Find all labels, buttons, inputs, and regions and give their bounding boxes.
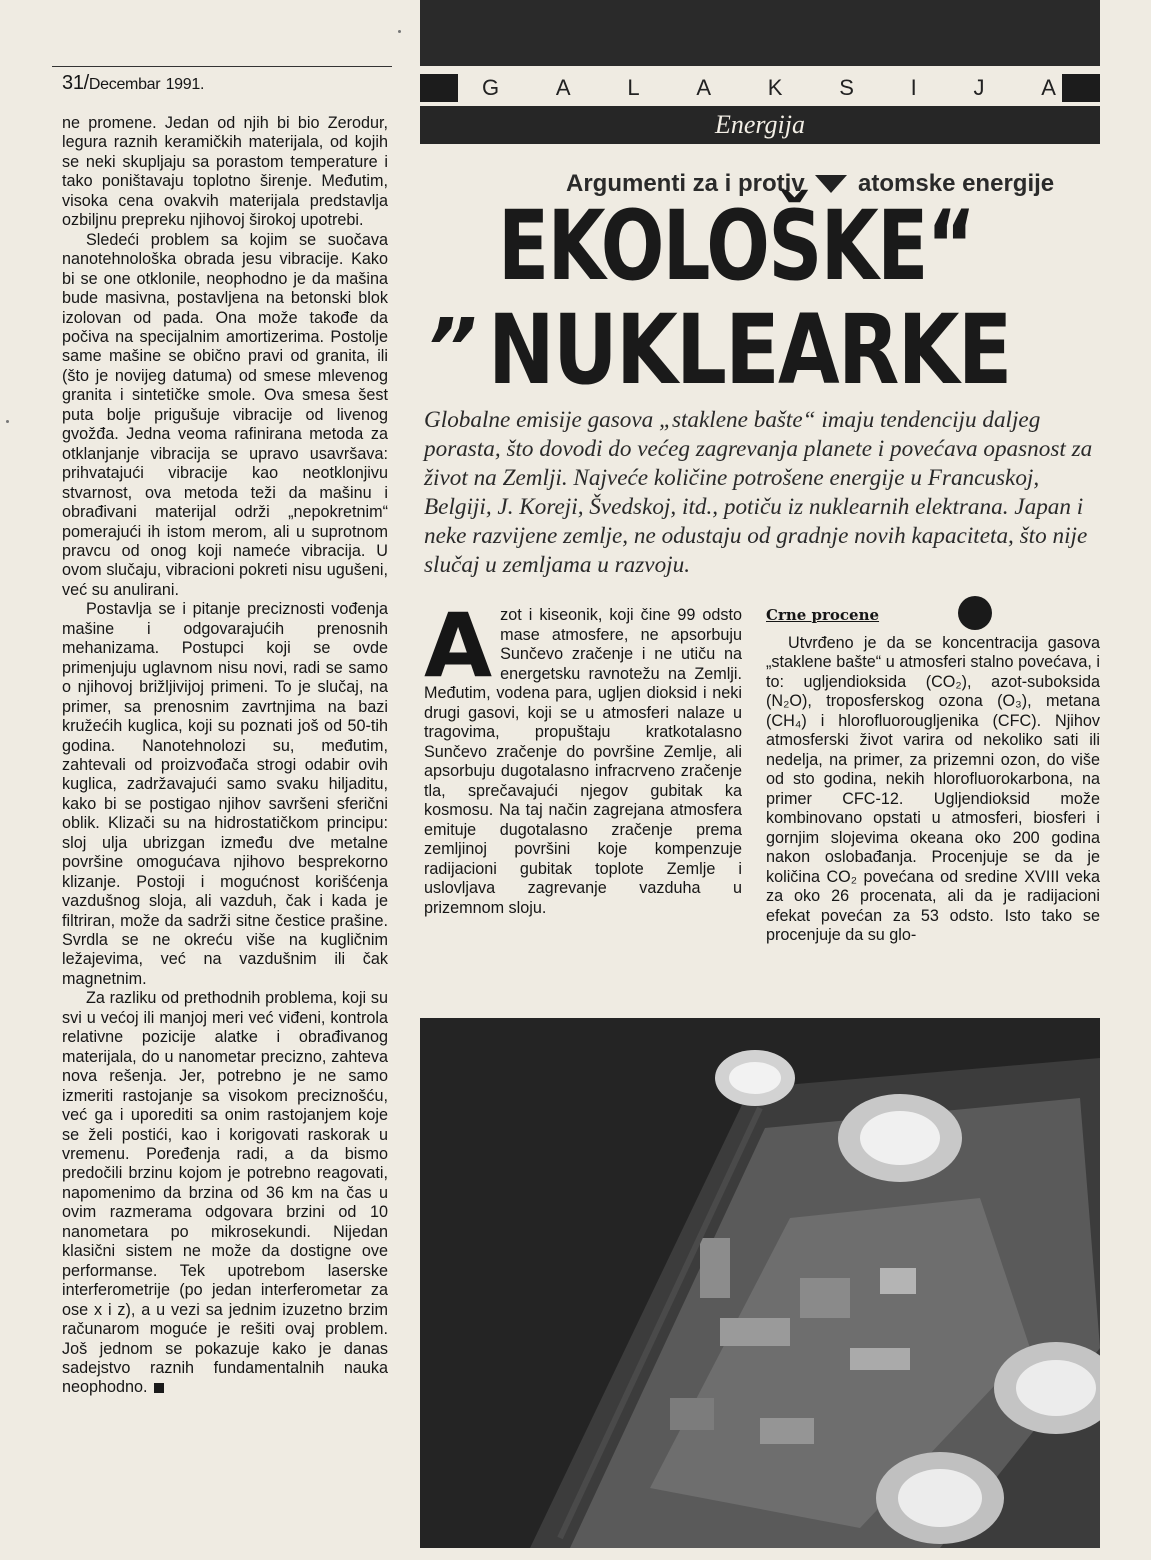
date-year: 1991. — [165, 76, 205, 93]
page-date — [62, 72, 204, 95]
magazine-name — [458, 75, 1062, 101]
end-of-article-mark — [154, 1383, 164, 1393]
kicker-left: Argumenti za i protiv — [566, 170, 805, 197]
nameplate-letter: K — [767, 75, 785, 100]
headline-open-quote: „ — [434, 258, 486, 351]
drop-cap: A — [424, 594, 493, 697]
margin-speck — [398, 30, 401, 33]
body-paragraph — [62, 989, 388, 1398]
magazine-nameplate — [420, 74, 1100, 102]
page-number: 31/ — [62, 72, 89, 94]
body-paragraph: Postavlja se i pitanje preciznosti vođenja mašine i odgovarajućih prenosnih mehanizama. Postupci koji se ovde primenjuju uglavnom nisu novi, radi se samo o njihovoj brižljivijoj primeni. To je slučaj, na primer, sa prenosnim zavrtnjima na bazi kružećih kuglica, koji su poznati još od 50-tih godina. Nanotehnolozi su, međutim, zahtevali od proizvođača strogi odabir ovih kuglica, zadržavajući samo svaku hiljaditu, kako bi se postigao njihov savršeni sferični oblik. Klizači su na hidrostatičkom principu: sloj ulja ubrizgan između dve metalne površine omogućava njihovo besprekorno klizanje. Postoji i mogućnost korišćenja vazdušnog sloja, ali vazduh, čak i kada je filtriran, može da sadrži sitne čestice prašine. Svrdla se ne okreću više na kugličnim ležajevima, već na vazdušnim ili čak magnetnim. — [62, 600, 388, 988]
article-lead: Globalne emisije gasova „staklene bašte“ imaju tendenciju daljeg porasta, što dovodi do većeg zagrevanja planete i povećava opasnost za život na Zemlji. Najveće količine potrošene energije u Francuskoj, Belgiji, J. Koreji, Švedskoj, itd., potiču iz nuklearnih elektrana. Japan i neke razvijene zemlje, ne odustaju od gradnje novih kapaciteta, što nije slučaj u zemljama u razvoju. — [424, 407, 1093, 578]
nameplate-block-left — [420, 74, 458, 102]
top-dark-banner — [420, 0, 1100, 66]
left-column — [62, 114, 388, 1398]
margin-speck — [6, 420, 9, 423]
nameplate-letter: A — [696, 75, 713, 100]
body-paragraph-text: Za razliku od prethodnih problema, koji su svi u većoj ili manjoj meri već viđeni, kontrola relativne pozicije alatke i obrađivanog materijala, do u nanometar precizno, zahteva nova rešenja. Jer, potrebno je ne samo izmeriti rastojanje sa visokom preciznošću, već ga i uporediti sa onim rastojanjem koje se želi postići, kao i korigovati raskorak u vremenu. Poređenja radi, a da bismo predočili brzinu kojom je potrebno reagovati, napomenimo da brzina od 36 km na čas u ovim razmerama odgovara brzini od 10 nanometara po mikrosekundi. Nijedan klasični sistem ne može da dostigne ove performanse. Tek upotrebom laserske interferometrije (po jedan interferometar za ose x i z), a u vezi sa jednim izuzetno brzim računarom moguće je rešiti ovaj problem. Još jednom se pokazuje kako je danas sadejstvo raznih fundamentalnih nauka neophodno. — [62, 989, 388, 1397]
nameplate-letter: S — [839, 75, 856, 100]
nameplate-letter: J — [973, 75, 987, 100]
body-paragraph: Sledeći problem sa kojim se suočava nanotehnološka obrada jesu vibracije. Kako bi se one otklonile, neophodno je da mašina bude masivna, postavljena na betonski blok izolovan od pada. Ona može takođe da počiva na specijalnim amortizerima. Postolje same mašine se obično pravi od granita, ili (što je novijeg datuma) od smese mlevenog granita i sintetičke smole. Ova smesa šest puta bolje prigušuje vibracije od livenog gvožđa. Jedna veoma rafinirana metoda za otklanjanje vibracija se upravo usavršava: prihvatajući vibracije kao neotklonjivu stvarnost, ova metoda teži da mašinu i obrađivani materijal održi „nepokretnim“ pomerajući ih istom merom, ali u suprotnom pravcu od onog koji nameće vibracija. U ovom slučaju, vibracioni pokreti nisu ugušeni, već su anulirani. — [62, 230, 388, 599]
article-body-column — [424, 594, 742, 918]
headline-line-2: NUKLEARKE — [488, 294, 1011, 406]
nuclear-plant-photo — [420, 1018, 1100, 1548]
nameplate-letter: G — [482, 75, 502, 100]
article-right-column — [766, 606, 1100, 946]
headline-line-1: EKOLOŠKE“ — [498, 190, 975, 302]
date-month: Decembar — [88, 76, 161, 93]
article-body-text: zot i kiseonik, koji čine 99 odsto mase atmosfere, ne apsorbuju Sunčevo zračenje i ne utiču na energetsku ravnotežu na Zemlji. Međutim, vodena para, ugljen dioksid i neki drugi gasovi, koji se u atmosferi nalaze u tragovima, propuštaju kratkotalasno Sunčevo zračenje do površine Zemlje, ali apsorbuju dugotalasno infracrveno zračenje tla, sprečavajući njegov gubitak ka kosmosu. Na taj način zagrejana atmosfera emituje dugotalasno zračenje prema zemljinoj površini koje kompenzuje radijacioni gubitak toplote Zemlje i uslovljava zagrevanje vazduha u prizemnom sloju. — [424, 606, 742, 917]
nameplate-letter: I — [910, 75, 919, 100]
section-banner: Energija — [420, 106, 1100, 144]
article-headline — [428, 190, 1058, 408]
nameplate-letter: A — [1041, 75, 1058, 100]
nameplate-letter: L — [627, 75, 642, 100]
nameplate-block-right — [1062, 74, 1100, 102]
header-rule — [52, 66, 392, 67]
nameplate-letter: A — [555, 75, 573, 100]
subheading: Crne procene — [766, 606, 880, 624]
kicker-right: atomske energije — [858, 170, 1055, 197]
article-right-paragraph: Utvrđeno je da se koncentracija gasova „staklene bašte“ u atmosferi stalno povećava, i to: ugljendioksida (CO₂), azot-suboksida (N₂O), troposferskog ozona (O₃), metana (CH₄) i hlorofluorougljenika (CFC). Njihov atmosferski život varira od nekoliko sati ili nedelja, na primer, za prizemni ozon, do više od sto godina, nekih hlorofluorokarbona, na primer CFC-12. Ugljendioksid može kombinovano opstati u atmosferi, biosferi i gornjim slojevima okeana oko 200 godina nakon oslobađanja. Procenjuje se da je količina CO₂ povećana od sredine XVIII veka za oko 26 procenata, ali da je radijacioni efekat povećan za 53 odsto. Isto tako se procenjuje da su glo- — [766, 633, 1100, 944]
body-paragraph: ne promene. Jedan od njih bi bio Zerodur, legura raznih keramičkih materijala, od kojih se neki skupljaju sa porastom temperature i tako poništavaju toplotno širenje. Međutim, visoka cena ovakvih materijala predstavlja ozbiljnu prepreku njihovoj širokoj upotrebi. — [62, 114, 388, 230]
aerial-plant-image — [420, 1018, 1100, 1548]
article-body-paragraph — [424, 594, 742, 918]
